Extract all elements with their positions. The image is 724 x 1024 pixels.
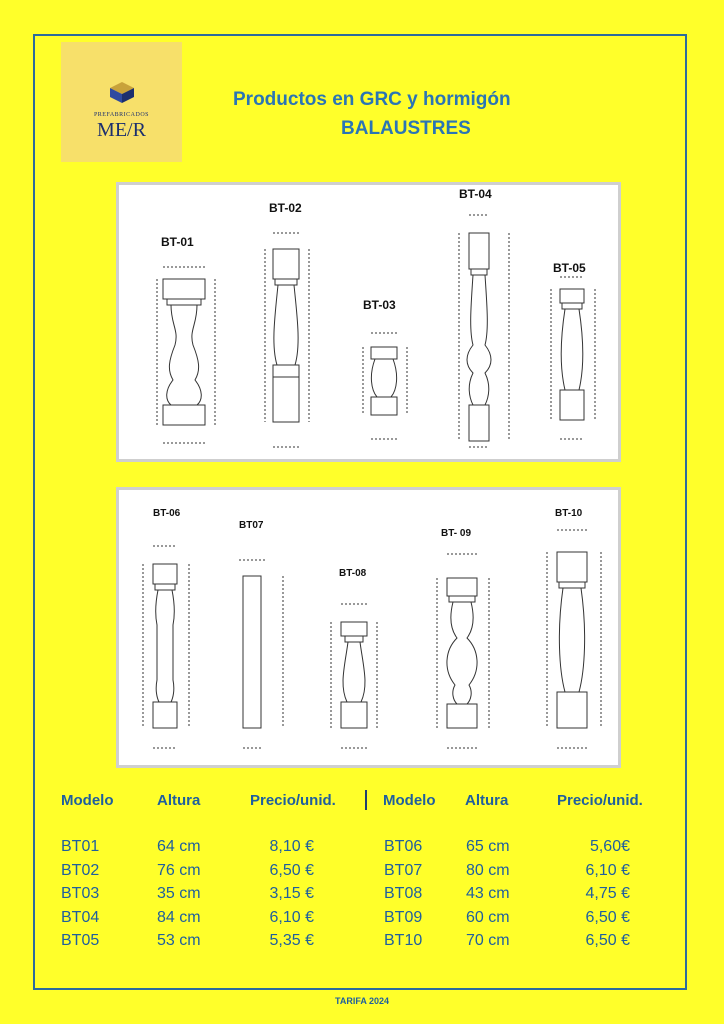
- right-modelo: BT10: [384, 932, 423, 949]
- right-modelo: BT08: [384, 885, 423, 902]
- baluster-bt-02-drawing: [265, 233, 309, 447]
- left-modelo: BT03: [61, 885, 100, 902]
- baluster-bt-10-drawing: [547, 530, 601, 748]
- logo-small-text: PREFABRICADOS: [93, 112, 150, 118]
- right-modelo: BT06: [384, 838, 423, 855]
- header-precio-left: Precio/unid.: [250, 792, 336, 809]
- baluster-bt-08-drawing: [331, 604, 377, 748]
- left-altura: 76 cm: [157, 862, 201, 879]
- right-precio: 6,10 €: [585, 862, 630, 879]
- right-modelo: BT07: [384, 862, 423, 879]
- page-subtitle: BALAUSTRES: [341, 118, 471, 139]
- baluster-label-bt-06: BT-06: [153, 508, 181, 519]
- right-precio: 6,50 €: [585, 932, 630, 949]
- left-precio: 6,10 €: [269, 909, 314, 926]
- right-altura: 70 cm: [466, 932, 510, 949]
- baluster-label-bt-01: BT-01: [161, 235, 194, 249]
- right-altura: 65 cm: [466, 838, 510, 855]
- baluster-label-bt-04: BT-04: [459, 187, 492, 201]
- baluster-label-bt-03: BT-03: [363, 298, 396, 312]
- left-altura: 53 cm: [157, 932, 201, 949]
- left-modelo: BT04: [61, 909, 100, 926]
- baluster-label-bt-02: BT-02: [269, 201, 302, 215]
- baluster-label-bt-05: BT-05: [553, 261, 586, 275]
- baluster-bt-05-drawing: [551, 277, 595, 439]
- left-modelo: BT02: [61, 862, 100, 879]
- left-precio: 5,35 €: [269, 932, 314, 949]
- baluster-bt-07-drawing: [239, 560, 283, 748]
- baluster-bt-09-drawing: [437, 554, 489, 748]
- baluster-label-bt-07: BT07: [239, 520, 264, 531]
- logo-big-text: ME/R: [97, 119, 146, 141]
- baluster-label-bt-09: BT- 09: [441, 528, 472, 539]
- company-logo: [61, 42, 182, 162]
- right-precio: 4,75 €: [585, 885, 630, 902]
- right-altura: 43 cm: [466, 885, 510, 902]
- right-precio: 6,50 €: [585, 909, 630, 926]
- left-altura: 64 cm: [157, 838, 201, 855]
- footer-tariff: TARIFA 2024: [334, 996, 390, 1006]
- left-precio: 3,15 €: [269, 885, 314, 902]
- left-altura: 35 cm: [157, 885, 201, 902]
- right-precio: 5,60€: [589, 838, 630, 855]
- drawing-panel-2: [116, 487, 621, 768]
- left-precio: 8,10 €: [269, 838, 314, 855]
- baluster-bt-03-drawing: [363, 333, 407, 439]
- header-modelo-right: Modelo: [383, 792, 436, 809]
- baluster-bt-06-drawing: [143, 546, 189, 748]
- baluster-label-bt-10: BT-10: [555, 508, 583, 519]
- header-altura-left: Altura: [157, 792, 201, 809]
- header-modelo-left: Modelo: [61, 792, 114, 809]
- left-precio: 6,50 €: [269, 862, 314, 879]
- right-modelo: BT09: [384, 909, 423, 926]
- baluster-label-bt-08: BT-08: [339, 568, 367, 579]
- header-precio-right: Precio/unid.: [557, 792, 643, 809]
- baluster-bt-01-drawing: [157, 267, 215, 443]
- balusters-drawing-2: [119, 490, 618, 765]
- cube-logo-icon: [108, 80, 136, 104]
- baluster-bt-04-drawing: [459, 215, 509, 447]
- header-altura-right: Altura: [465, 792, 509, 809]
- right-altura: 60 cm: [466, 909, 510, 926]
- left-modelo: BT05: [61, 932, 100, 949]
- drawing-panel-1: [116, 182, 621, 462]
- page-title: Productos en GRC y hormigón: [233, 89, 511, 110]
- column-divider: [365, 790, 367, 810]
- right-altura: 80 cm: [466, 862, 510, 879]
- left-altura: 84 cm: [157, 909, 201, 926]
- left-modelo: BT01: [61, 838, 100, 855]
- balusters-drawing-1: [119, 185, 618, 459]
